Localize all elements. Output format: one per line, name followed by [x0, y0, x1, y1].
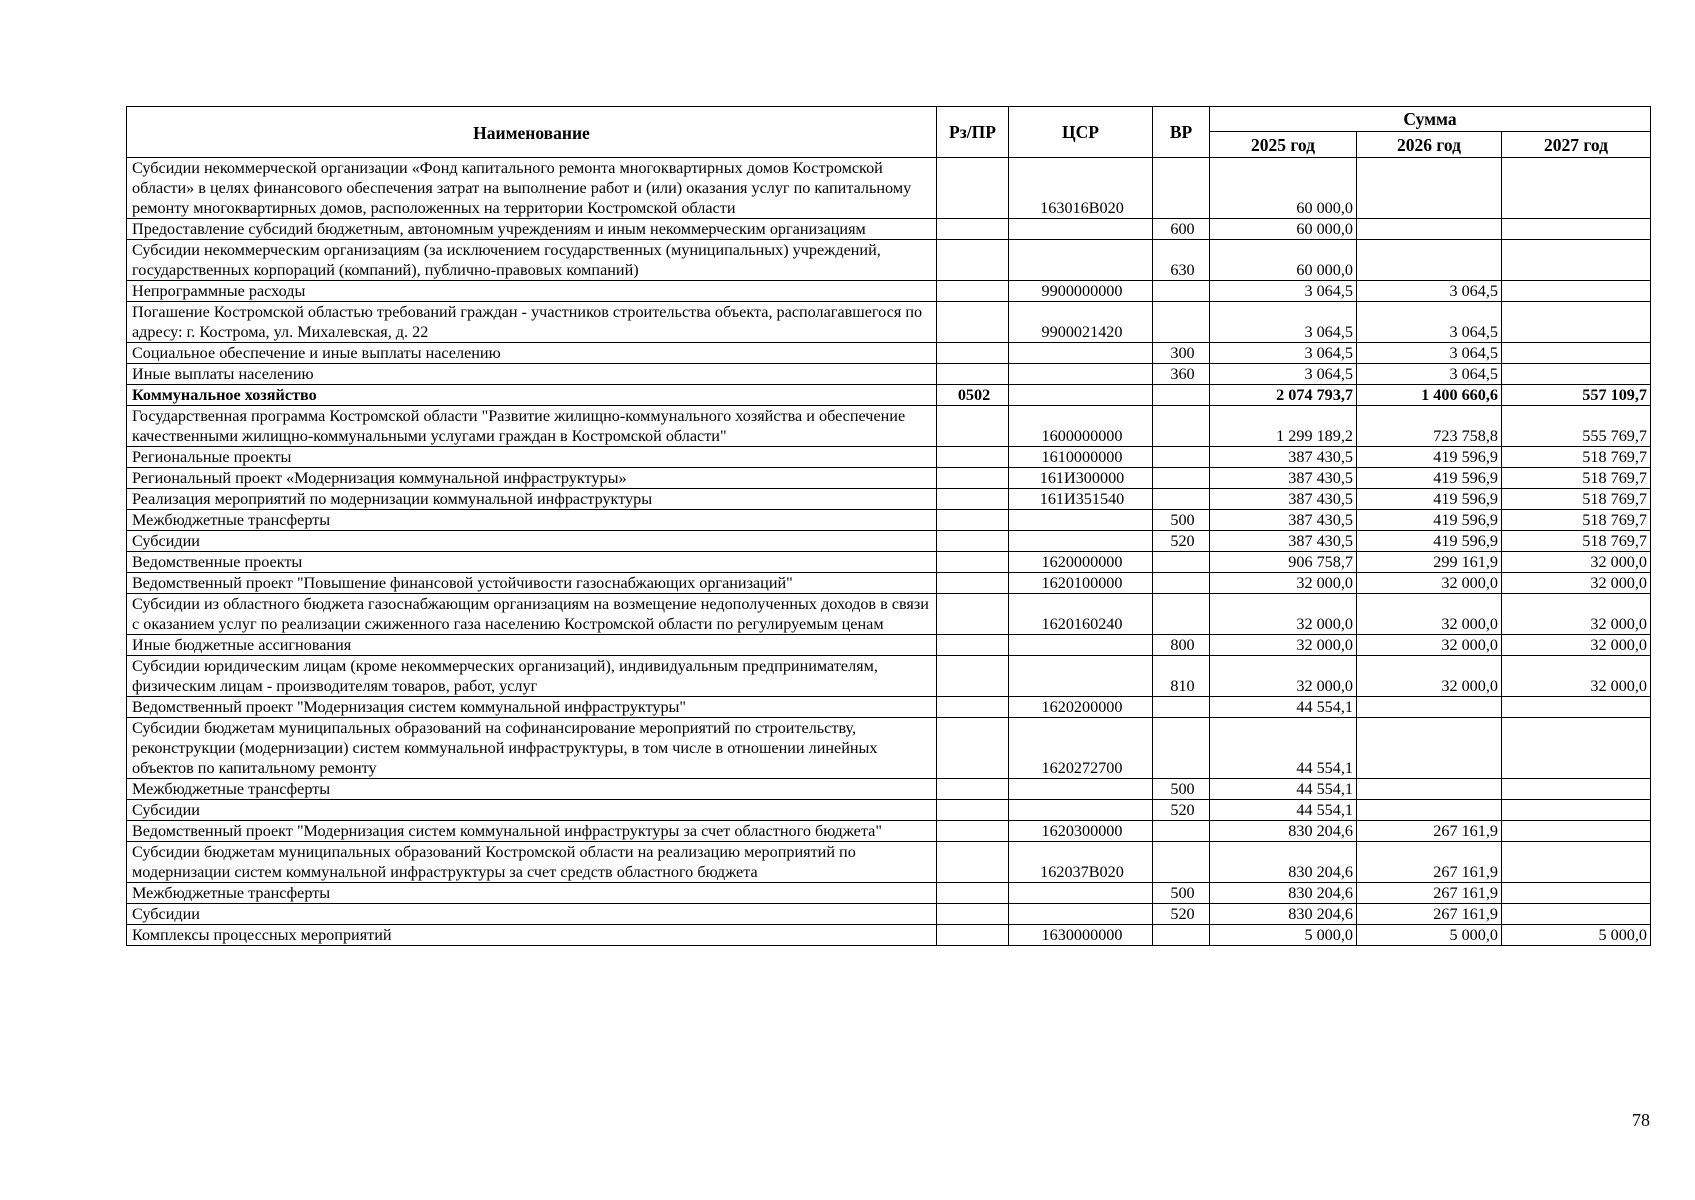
cell-2027: [1502, 800, 1651, 821]
cell-2027: [1502, 364, 1651, 385]
table-row: [127, 406, 1651, 447]
cell-name: Предоставление субсидий бюджетным, автономным учреждениям и иным некоммерческим организациям: [127, 219, 937, 240]
cell-2025: 32 000,0: [1210, 573, 1357, 594]
cell-2027: [1502, 904, 1651, 925]
cell-2026: 1 400 660,6: [1357, 385, 1502, 406]
cell-2027: [1502, 302, 1651, 343]
cell-csr: 1620160240: [1009, 594, 1153, 635]
header-csr: ЦСР: [1009, 107, 1153, 158]
cell-2025: 387 430,5: [1210, 489, 1357, 510]
cell-csr: [1009, 904, 1153, 925]
table-row: [127, 468, 1651, 489]
cell-rzpr: [937, 821, 1009, 842]
cell-rzpr: [937, 925, 1009, 946]
page-number: 78: [1632, 1110, 1650, 1130]
cell-vr: [1153, 925, 1210, 946]
cell-name: Иные выплаты населению: [127, 364, 937, 385]
cell-vr: 810: [1153, 656, 1210, 697]
cell-rzpr: [937, 364, 1009, 385]
table-row: [127, 219, 1651, 240]
cell-vr: [1153, 573, 1210, 594]
cell-rzpr: [937, 904, 1009, 925]
cell-2026: 419 596,9: [1357, 468, 1502, 489]
table-row: [127, 925, 1651, 946]
cell-2025: 387 430,5: [1210, 510, 1357, 531]
cell-vr: [1153, 552, 1210, 573]
cell-2025: 44 554,1: [1210, 697, 1357, 718]
table-row: [127, 904, 1651, 925]
cell-rzpr: [937, 573, 1009, 594]
cell-2025: 830 204,6: [1210, 883, 1357, 904]
cell-rzpr: [937, 697, 1009, 718]
cell-2027: [1502, 343, 1651, 364]
cell-2025: 60 000,0: [1210, 240, 1357, 281]
cell-2027: 518 769,7: [1502, 510, 1651, 531]
cell-vr: [1153, 158, 1210, 219]
cell-name: Комплексы процессных мероприятий: [127, 925, 937, 946]
cell-csr: 161И351540: [1009, 489, 1153, 510]
cell-2027: [1502, 158, 1651, 219]
cell-csr: 1620300000: [1009, 821, 1153, 842]
cell-name: Погашение Костромской областью требований граждан - участников строительства объекта, располагавшегося по адресу: г. Кострома, ул. Михалевская, д. 22: [127, 302, 937, 343]
cell-2025: 60 000,0: [1210, 158, 1357, 219]
table-row: [127, 240, 1651, 281]
cell-2025: 44 554,1: [1210, 718, 1357, 779]
cell-2027: [1502, 219, 1651, 240]
cell-2025: 32 000,0: [1210, 656, 1357, 697]
cell-vr: [1153, 385, 1210, 406]
cell-2026: 419 596,9: [1357, 489, 1502, 510]
cell-rzpr: [937, 656, 1009, 697]
cell-csr: 162037В020: [1009, 842, 1153, 883]
cell-2027: [1502, 240, 1651, 281]
cell-vr: [1153, 842, 1210, 883]
cell-rzpr: [937, 510, 1009, 531]
cell-csr: [1009, 656, 1153, 697]
cell-vr: [1153, 468, 1210, 489]
cell-2025: 44 554,1: [1210, 779, 1357, 800]
cell-rzpr: 0502: [937, 385, 1009, 406]
cell-vr: 630: [1153, 240, 1210, 281]
cell-name: Субсидии некоммерческим организациям (за исключением государственных (муниципальных) учреждений, государственных корпораций (компаний), публично-правовых компаний): [127, 240, 937, 281]
cell-2026: [1357, 697, 1502, 718]
table-row: [127, 697, 1651, 718]
cell-vr: 520: [1153, 531, 1210, 552]
cell-2026: 267 161,9: [1357, 904, 1502, 925]
cell-2026: [1357, 219, 1502, 240]
cell-2025: 32 000,0: [1210, 635, 1357, 656]
cell-name: Региональный проект «Модернизация коммунальной инфраструктуры»: [127, 468, 937, 489]
cell-vr: [1153, 594, 1210, 635]
table-row: [127, 552, 1651, 573]
cell-rzpr: [937, 594, 1009, 635]
cell-vr: [1153, 697, 1210, 718]
cell-rzpr: [937, 406, 1009, 447]
cell-vr: 360: [1153, 364, 1210, 385]
cell-name: Субсидии из областного бюджета газоснабжающим организациям на возмещение недополученных доходов в связи с оказанием услуг по реализации сжиженного газа населению Костромской области по регулируемым ценам: [127, 594, 937, 635]
cell-2026: 723 758,8: [1357, 406, 1502, 447]
cell-2025: 1 299 189,2: [1210, 406, 1357, 447]
table-row: [127, 343, 1651, 364]
cell-csr: [1009, 240, 1153, 281]
cell-rzpr: [937, 842, 1009, 883]
table-row: [127, 800, 1651, 821]
cell-vr: [1153, 447, 1210, 468]
cell-2027: 518 769,7: [1502, 531, 1651, 552]
cell-2025: 3 064,5: [1210, 364, 1357, 385]
header-rzpr: Рз/ПР: [937, 107, 1009, 158]
cell-2027: [1502, 842, 1651, 883]
cell-name: Ведомственный проект "Модернизация систем коммунальной инфраструктуры за счет областного бюджета": [127, 821, 937, 842]
table-row: [127, 531, 1651, 552]
table-row: [127, 302, 1651, 343]
cell-2026: [1357, 779, 1502, 800]
cell-vr: 500: [1153, 510, 1210, 531]
cell-2026: 3 064,5: [1357, 302, 1502, 343]
cell-2027: [1502, 821, 1651, 842]
table-row: [127, 385, 1651, 406]
cell-2025: 3 064,5: [1210, 343, 1357, 364]
table-row: [127, 447, 1651, 468]
cell-2027: [1502, 883, 1651, 904]
cell-rzpr: [937, 468, 1009, 489]
cell-csr: [1009, 800, 1153, 821]
cell-csr: 1620000000: [1009, 552, 1153, 573]
header-name: Наименование: [127, 107, 937, 158]
cell-rzpr: [937, 219, 1009, 240]
cell-csr: 1620100000: [1009, 573, 1153, 594]
cell-2026: [1357, 800, 1502, 821]
cell-2027: [1502, 281, 1651, 302]
cell-rzpr: [937, 343, 1009, 364]
cell-rzpr: [937, 302, 1009, 343]
cell-2025: 387 430,5: [1210, 468, 1357, 489]
cell-csr: [1009, 510, 1153, 531]
cell-2027: [1502, 779, 1651, 800]
cell-name: Субсидии: [127, 800, 937, 821]
header-year-2027: 2027 год: [1502, 132, 1651, 158]
table-row: [127, 821, 1651, 842]
cell-name: Социальное обеспечение и иные выплаты населению: [127, 343, 937, 364]
cell-name: Ведомственный проект "Повышение финансовой устойчивости газоснабжающих организаций": [127, 573, 937, 594]
cell-2027: 32 000,0: [1502, 635, 1651, 656]
table-row: [127, 573, 1651, 594]
table-row: [127, 718, 1651, 779]
cell-2025: 830 204,6: [1210, 821, 1357, 842]
cell-name: Субсидии: [127, 531, 937, 552]
cell-2025: 830 204,6: [1210, 904, 1357, 925]
cell-csr: 163016В020: [1009, 158, 1153, 219]
table-header: [127, 107, 1651, 158]
cell-rzpr: [937, 281, 1009, 302]
cell-2026: [1357, 240, 1502, 281]
cell-csr: [1009, 364, 1153, 385]
cell-vr: 300: [1153, 343, 1210, 364]
cell-csr: 1610000000: [1009, 447, 1153, 468]
cell-csr: 161И300000: [1009, 468, 1153, 489]
cell-2026: 3 064,5: [1357, 281, 1502, 302]
cell-vr: [1153, 821, 1210, 842]
cell-csr: [1009, 779, 1153, 800]
table-row: [127, 635, 1651, 656]
cell-rzpr: [937, 635, 1009, 656]
cell-csr: 9900000000: [1009, 281, 1153, 302]
cell-name: Межбюджетные трансферты: [127, 779, 937, 800]
cell-name: Субсидии бюджетам муниципальных образований Костромской области на реализацию мероприятий по модернизации систем коммунальной инфраструктуры за счет средств областного бюджета: [127, 842, 937, 883]
cell-2026: 3 064,5: [1357, 343, 1502, 364]
table-row: [127, 779, 1651, 800]
table-row: [127, 158, 1651, 219]
cell-vr: 520: [1153, 904, 1210, 925]
cell-csr: 9900021420: [1009, 302, 1153, 343]
cell-name: Иные бюджетные ассигнования: [127, 635, 937, 656]
cell-vr: 600: [1153, 219, 1210, 240]
cell-name: Государственная программа Костромской области "Развитие жилищно-коммунального хозяйства и обеспечение качественными жилищно-коммунальными услугами граждан в Костромской области": [127, 406, 937, 447]
cell-rzpr: [937, 800, 1009, 821]
cell-vr: [1153, 281, 1210, 302]
cell-name: Ведомственный проект "Модернизация систем коммунальной инфраструктуры": [127, 697, 937, 718]
cell-2026: 32 000,0: [1357, 573, 1502, 594]
cell-vr: [1153, 406, 1210, 447]
cell-2026: 32 000,0: [1357, 594, 1502, 635]
cell-name: Непрограммные расходы: [127, 281, 937, 302]
cell-2026: 3 064,5: [1357, 364, 1502, 385]
cell-rzpr: [937, 489, 1009, 510]
table-row: [127, 489, 1651, 510]
cell-2027: 32 000,0: [1502, 573, 1651, 594]
cell-2027: [1502, 697, 1651, 718]
cell-csr: [1009, 385, 1153, 406]
cell-name: Субсидии некоммерческой организации «Фонд капитального ремонта многоквартирных домов Костромской области» в целях финансового обеспечения затрат на выполнение работ и (или) оказания услуг по капитальному ремонту многоквартирных домов, расположенных на территории Костромской области: [127, 158, 937, 219]
budget-table: [126, 106, 1651, 946]
cell-vr: [1153, 718, 1210, 779]
cell-rzpr: [937, 552, 1009, 573]
cell-2025: 906 758,7: [1210, 552, 1357, 573]
cell-rzpr: [937, 883, 1009, 904]
cell-csr: [1009, 219, 1153, 240]
cell-csr: [1009, 883, 1153, 904]
cell-2026: 267 161,9: [1357, 821, 1502, 842]
cell-2027: 518 769,7: [1502, 468, 1651, 489]
cell-2027: [1502, 718, 1651, 779]
cell-2026: 267 161,9: [1357, 842, 1502, 883]
cell-name: Межбюджетные трансферты: [127, 510, 937, 531]
cell-2026: 299 161,9: [1357, 552, 1502, 573]
cell-csr: [1009, 343, 1153, 364]
table-row: [127, 656, 1651, 697]
cell-2025: 5 000,0: [1210, 925, 1357, 946]
cell-name: Реализация мероприятий по модернизации коммунальной инфраструктуры: [127, 489, 937, 510]
cell-2025: 32 000,0: [1210, 594, 1357, 635]
cell-csr: 1630000000: [1009, 925, 1153, 946]
cell-2025: 44 554,1: [1210, 800, 1357, 821]
cell-vr: [1153, 489, 1210, 510]
cell-name: Субсидии юридическим лицам (кроме некоммерческих организаций), индивидуальным предпринимателям, физическим лицам - производителям товаров, работ, услуг: [127, 656, 937, 697]
cell-vr: 500: [1153, 883, 1210, 904]
cell-2026: 419 596,9: [1357, 447, 1502, 468]
header-vr: ВР: [1153, 107, 1210, 158]
cell-2027: 555 769,7: [1502, 406, 1651, 447]
cell-2025: 60 000,0: [1210, 219, 1357, 240]
cell-2025: 387 430,5: [1210, 447, 1357, 468]
cell-2026: 5 000,0: [1357, 925, 1502, 946]
cell-2025: 387 430,5: [1210, 531, 1357, 552]
cell-2026: 419 596,9: [1357, 510, 1502, 531]
cell-rzpr: [937, 718, 1009, 779]
cell-2026: 32 000,0: [1357, 656, 1502, 697]
cell-name: Субсидии: [127, 904, 937, 925]
cell-csr: 1600000000: [1009, 406, 1153, 447]
header-sum: Сумма: [1210, 107, 1651, 132]
cell-vr: 800: [1153, 635, 1210, 656]
cell-vr: 520: [1153, 800, 1210, 821]
table-row: [127, 510, 1651, 531]
cell-2027: 518 769,7: [1502, 489, 1651, 510]
cell-2026: [1357, 158, 1502, 219]
cell-vr: 500: [1153, 779, 1210, 800]
cell-name: Коммунальное хозяйство: [127, 385, 937, 406]
cell-2027: 32 000,0: [1502, 656, 1651, 697]
cell-2027: 557 109,7: [1502, 385, 1651, 406]
header-year-2026: 2026 год: [1357, 132, 1502, 158]
cell-name: Субсидии бюджетам муниципальных образований на софинансирование мероприятий по строительству, реконструкции (модернизации) систем коммунальной инфраструктуры, в том числе в отношении линейных объектов по капитальному ремонту: [127, 718, 937, 779]
cell-2027: 32 000,0: [1502, 594, 1651, 635]
cell-csr: 1620200000: [1009, 697, 1153, 718]
cell-2027: 32 000,0: [1502, 552, 1651, 573]
cell-2025: 3 064,5: [1210, 281, 1357, 302]
cell-name: Региональные проекты: [127, 447, 937, 468]
cell-2025: 3 064,5: [1210, 302, 1357, 343]
cell-rzpr: [937, 240, 1009, 281]
cell-csr: [1009, 635, 1153, 656]
cell-2025: 2 074 793,7: [1210, 385, 1357, 406]
cell-csr: [1009, 531, 1153, 552]
cell-rzpr: [937, 158, 1009, 219]
table-row: [127, 842, 1651, 883]
table-row: [127, 281, 1651, 302]
cell-rzpr: [937, 531, 1009, 552]
table-body: [127, 158, 1651, 946]
cell-rzpr: [937, 779, 1009, 800]
cell-2027: 518 769,7: [1502, 447, 1651, 468]
cell-2027: 5 000,0: [1502, 925, 1651, 946]
cell-csr: 1620272700: [1009, 718, 1153, 779]
header-year-2025: 2025 год: [1210, 132, 1357, 158]
cell-2026: [1357, 718, 1502, 779]
cell-2026: 267 161,9: [1357, 883, 1502, 904]
cell-vr: [1153, 302, 1210, 343]
table-row: [127, 364, 1651, 385]
cell-2026: 419 596,9: [1357, 531, 1502, 552]
cell-2025: 830 204,6: [1210, 842, 1357, 883]
table-row: [127, 594, 1651, 635]
cell-rzpr: [937, 447, 1009, 468]
table-row: [127, 883, 1651, 904]
cell-name: Ведомственные проекты: [127, 552, 937, 573]
cell-2026: 32 000,0: [1357, 635, 1502, 656]
cell-name: Межбюджетные трансферты: [127, 883, 937, 904]
